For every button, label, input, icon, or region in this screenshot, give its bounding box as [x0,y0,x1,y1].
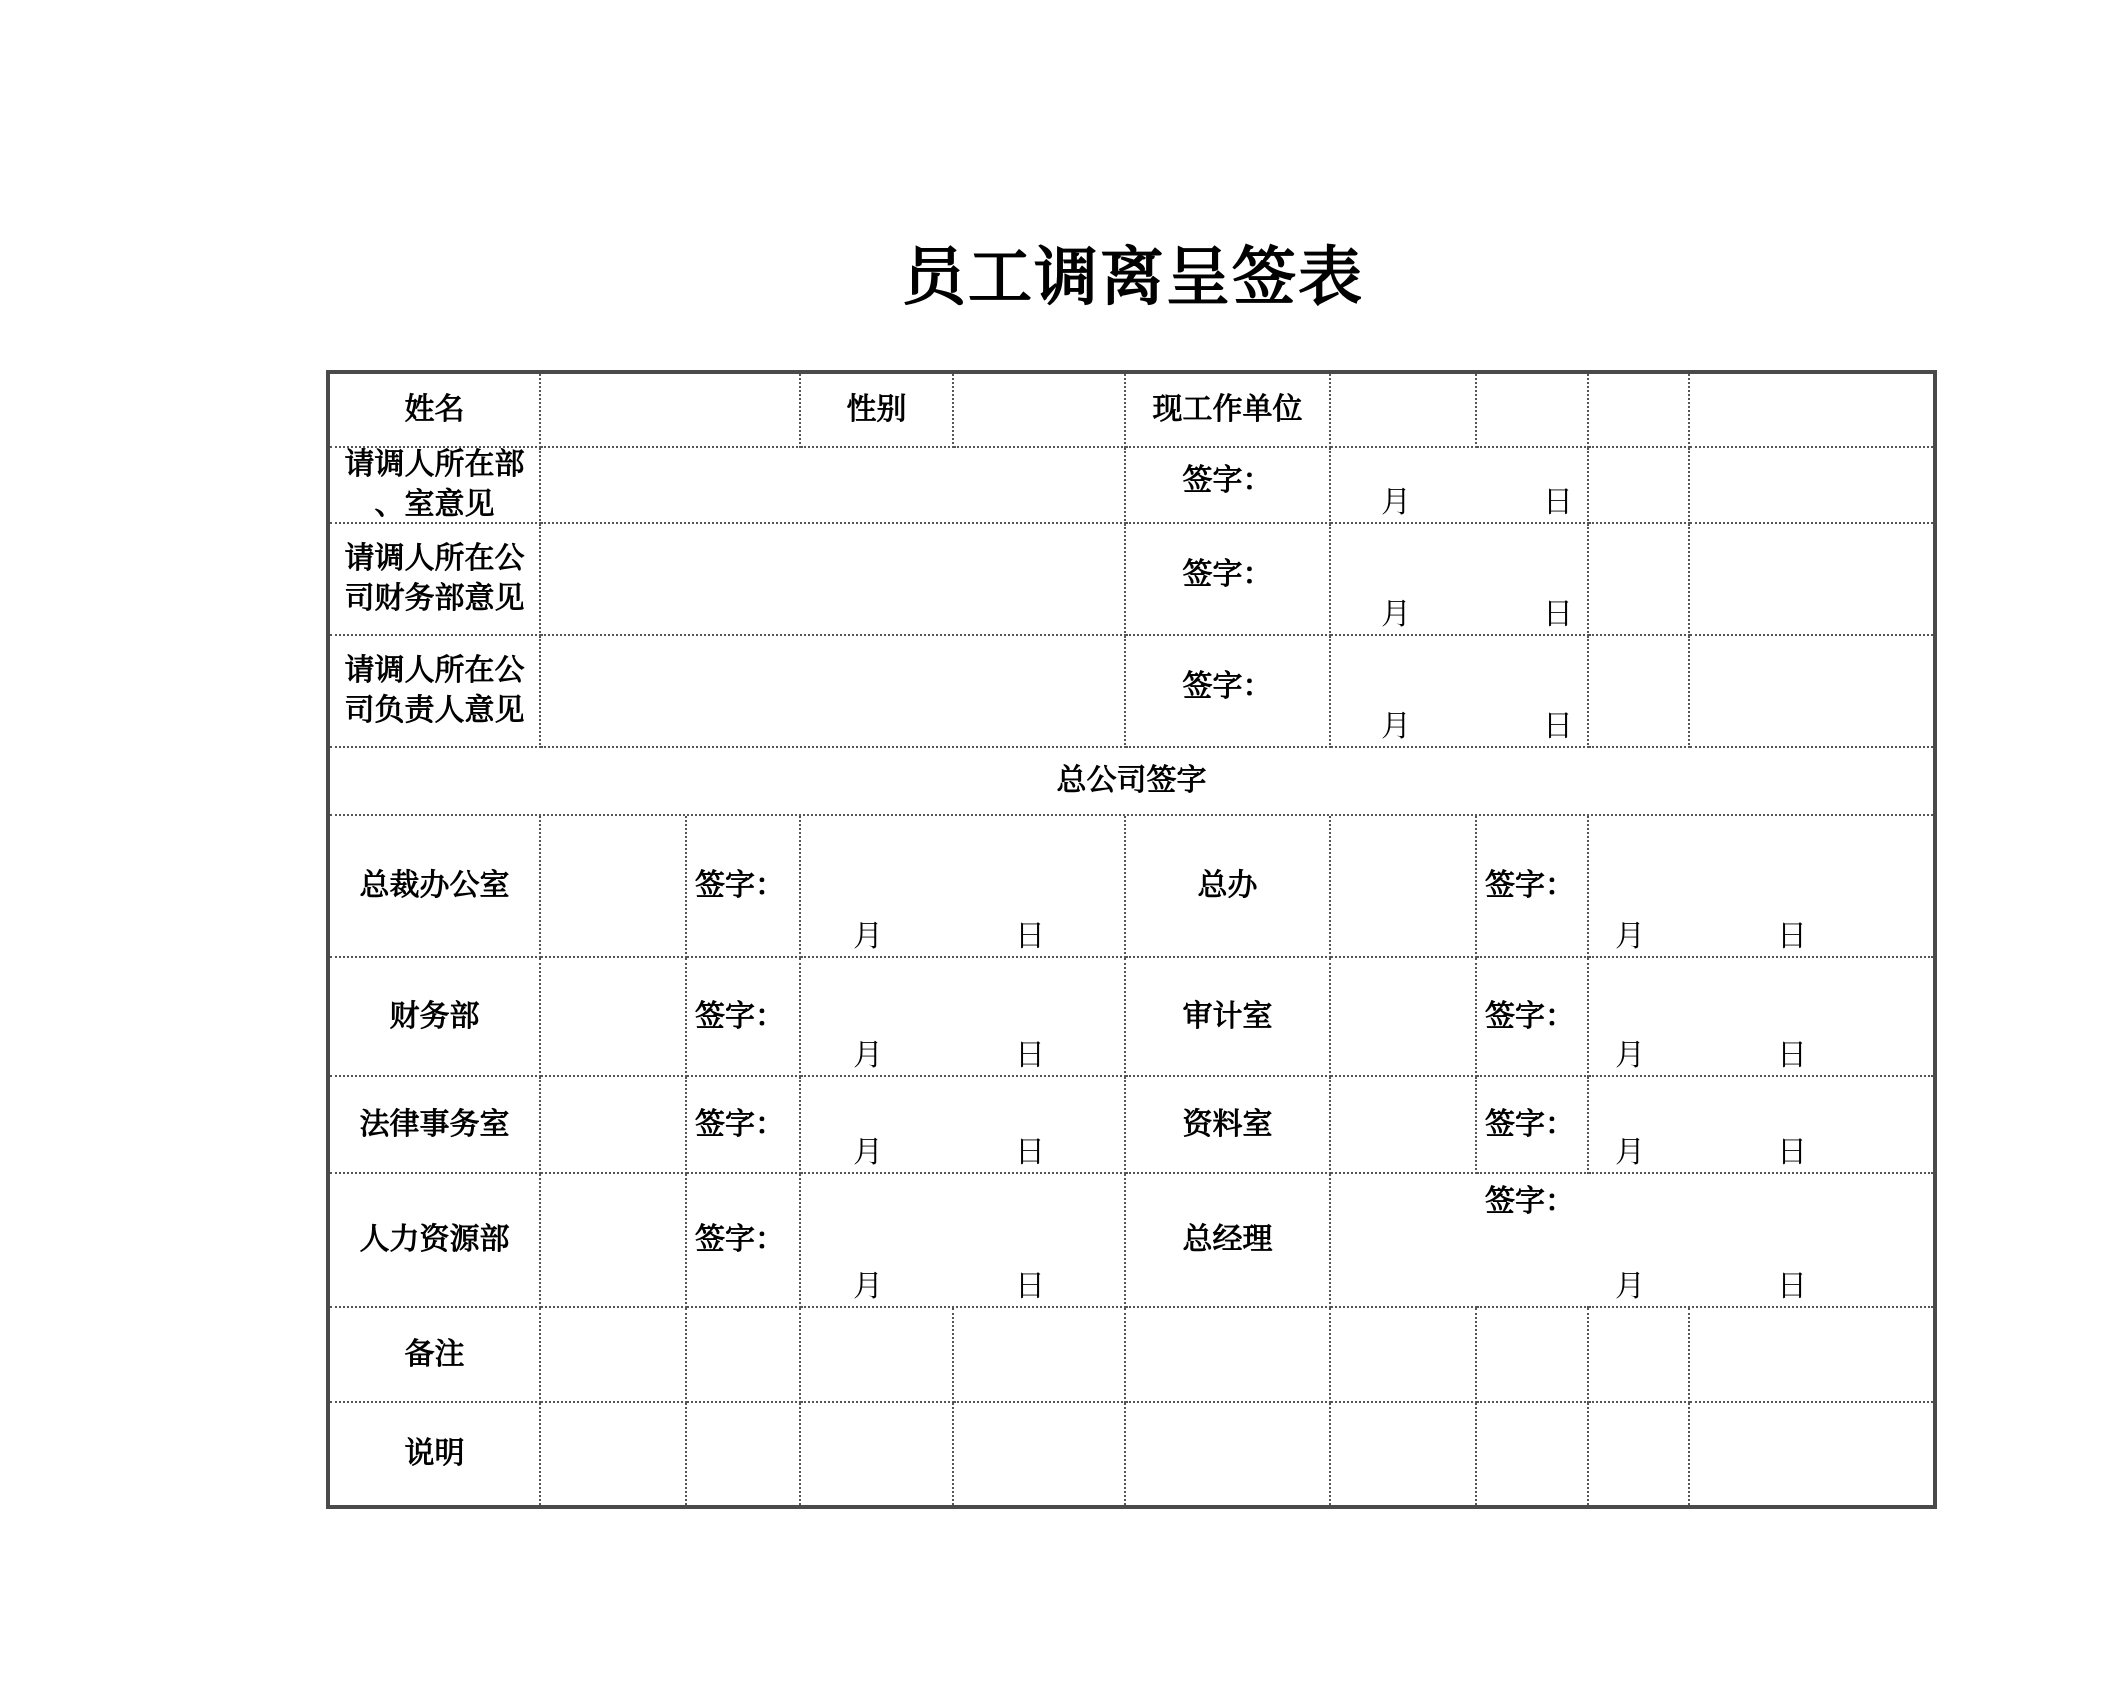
dept-label-cell [330,1077,541,1174]
sign-cell [1126,448,1331,524]
month-label: 月 [1615,1269,1645,1304]
notes-field[interactable] [801,1403,954,1505]
workplace-label: 现工作单位 [1152,392,1303,427]
sign-cell [687,1174,801,1308]
sign-label: 签字： [1485,1106,1575,1142]
remarks-field[interactable] [541,1308,687,1403]
dept-gm-label: 总经理 [1182,1222,1273,1257]
dept-archives-label: 资料室 [1182,1106,1273,1142]
dept-opinion-field[interactable] [1331,1077,1477,1174]
remarks-field[interactable] [687,1308,801,1403]
sign-label: 签字： [1485,998,1575,1034]
dept-opinion-field[interactable] [1331,958,1477,1077]
date-cell[interactable] [1589,1174,1933,1308]
day-label: 日 [1777,919,1807,954]
dept-opinion-field[interactable] [541,1174,687,1308]
sign-cell [687,958,801,1077]
name-value-cell[interactable] [541,374,801,448]
notes-field[interactable] [954,1403,1126,1505]
workplace-value-cell[interactable] [1477,374,1589,448]
month-label: 月 [853,1135,883,1170]
workplace-label-cell [1126,374,1331,448]
sign-cell [1126,524,1331,636]
month-label: 月 [1381,709,1411,744]
remarks-field[interactable] [1477,1308,1589,1403]
hq-sign-header [330,748,1933,816]
sign-label: 签字： [1182,669,1273,704]
sign-cell [1126,636,1331,748]
opinion-dept-field[interactable] [541,448,1126,524]
opinion-label-cell [330,524,541,636]
sign-label: 签字： [695,1106,785,1142]
day-label: 日 [1543,709,1573,744]
day-label: 日 [1777,1135,1807,1170]
date-cell[interactable] [801,1077,1126,1174]
date-cell[interactable] [1589,958,1933,1077]
blank-cell [1690,448,1933,524]
sign-label: 签字： [695,998,785,1034]
remarks-label: 备注 [404,1336,465,1372]
opinion-head-field[interactable] [541,636,1126,748]
remarks-field[interactable] [1126,1308,1331,1403]
remarks-label-cell [330,1308,541,1403]
notes-field[interactable] [1126,1403,1331,1505]
month-label: 月 [1615,1038,1645,1073]
date-cell[interactable] [801,816,1126,958]
gender-label-cell [801,374,954,448]
sign-label: 签字： [695,868,785,903]
month-label: 月 [853,919,883,954]
notes-field[interactable] [1477,1403,1589,1505]
gender-label: 性别 [846,392,907,427]
page-title: 员工调离呈签表 [902,240,1364,315]
dept-opinion-field[interactable] [541,958,687,1077]
blank-cell [1589,636,1690,748]
notes-label: 说明 [404,1436,465,1471]
opinion-label-cell [330,636,541,748]
sign-label: 签字： [695,1222,785,1257]
date-cell[interactable] [801,958,1126,1077]
gender-value-cell[interactable] [954,374,1126,448]
dept-president-office-label: 总裁办公室 [359,868,510,903]
opinion-finance-field[interactable] [541,524,1126,636]
dept-label-cell [1126,816,1331,958]
sign-cell [1477,1174,1589,1308]
remarks-field[interactable] [954,1308,1126,1403]
day-label: 日 [1543,485,1573,520]
month-label: 月 [853,1038,883,1073]
sign-label: 签字： [1182,463,1273,498]
sign-cell [687,1077,801,1174]
day-label: 日 [1015,1269,1045,1304]
dept-label-cell [1126,1174,1331,1308]
dept-label-cell [330,816,541,958]
remarks-field[interactable] [1690,1308,1933,1403]
notes-field[interactable] [687,1403,801,1505]
notes-field[interactable] [1690,1403,1933,1505]
opinion-dept-label: 请调人所在部 、室意见 [344,447,525,522]
blank-cell [1690,374,1933,448]
dept-label-cell [1126,1077,1331,1174]
dept-opinion-field[interactable] [541,816,687,958]
dept-audit-label: 审计室 [1182,998,1273,1034]
notes-field[interactable] [1331,1403,1477,1505]
sign-cell [687,816,801,958]
opinion-label-cell [330,448,541,524]
sign-label: 签字： [1485,1184,1575,1219]
dept-opinion-field[interactable] [1331,816,1477,958]
date-cell[interactable] [1589,816,1933,958]
date-cell[interactable] [1331,448,1589,524]
name-label-cell [330,374,541,448]
opinion-head-label: 请调人所在公 司负责人意见 [344,653,525,728]
blank-cell [1690,636,1933,748]
day-label: 日 [1777,1269,1807,1304]
sign-label: 签字： [1485,868,1575,903]
dept-label-cell [330,1174,541,1308]
dept-opinion-field[interactable] [541,1077,687,1174]
form-table [326,370,1937,1509]
date-cell[interactable] [1589,1077,1933,1174]
day-label: 日 [1777,1038,1807,1073]
notes-field[interactable] [541,1403,687,1505]
blank-cell [1589,374,1690,448]
date-cell[interactable] [1331,636,1589,748]
dept-label-cell [330,958,541,1077]
notes-label-cell [330,1403,541,1505]
month-label: 月 [1381,597,1411,632]
name-label: 姓名 [404,392,465,427]
day-label: 日 [1015,919,1045,954]
sign-cell [1477,816,1589,958]
month-label: 月 [853,1269,883,1304]
blank-cell [1690,524,1933,636]
hq-sign-title: 总公司签字 [1056,763,1207,798]
day-label: 日 [1015,1038,1045,1073]
dept-finance-label: 财务部 [389,998,480,1034]
dept-label-cell [1126,958,1331,1077]
dept-general-office-label: 总办 [1197,868,1258,903]
blank-cell [1589,524,1690,636]
day-label: 日 [1015,1135,1045,1170]
dept-legal-label: 法律事务室 [359,1106,510,1142]
dept-opinion-field[interactable] [1331,1174,1477,1308]
day-label: 日 [1543,597,1573,632]
month-label: 月 [1615,919,1645,954]
dept-hr-label: 人力资源部 [359,1222,510,1257]
remarks-field[interactable] [1331,1308,1477,1403]
month-label: 月 [1381,485,1411,520]
remarks-field[interactable] [801,1308,954,1403]
notes-field[interactable] [1589,1403,1690,1505]
blank-cell [1589,448,1690,524]
date-cell[interactable] [1331,524,1589,636]
sign-cell [1477,1077,1589,1174]
remarks-field[interactable] [1589,1308,1690,1403]
month-label: 月 [1615,1135,1645,1170]
opinion-finance-label: 请调人所在公 司财务部意见 [344,541,525,616]
sign-label: 签字： [1182,557,1273,592]
sign-cell [1477,958,1589,1077]
date-cell[interactable] [801,1174,1126,1308]
workplace-value-cell[interactable] [1331,374,1477,448]
